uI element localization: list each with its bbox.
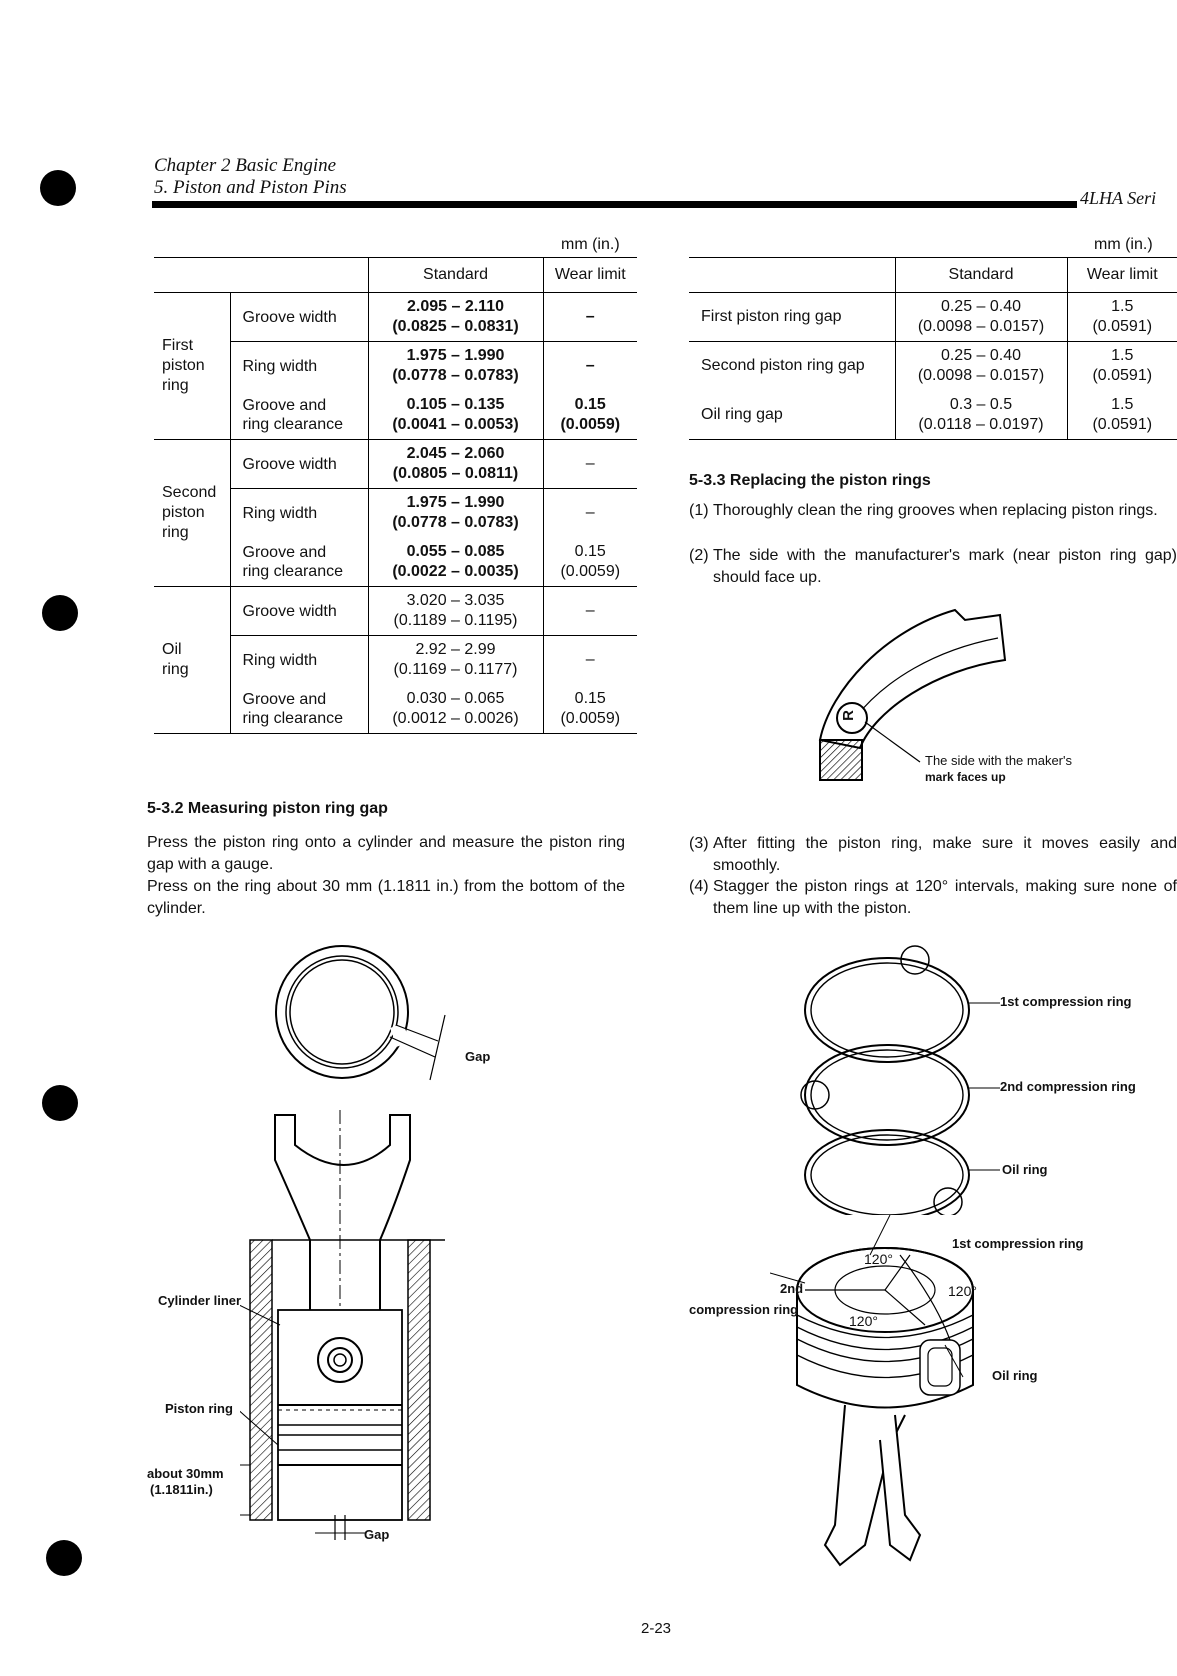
- group-label: Second piston ring: [154, 440, 230, 587]
- col-standard: Standard: [368, 258, 543, 293]
- value-mm: 2.095 – 2.110: [407, 298, 504, 315]
- value-in: (0.0591): [1092, 318, 1153, 335]
- standard-value: [368, 440, 543, 489]
- value-mm: –: [585, 308, 595, 325]
- table-row: [689, 391, 1177, 440]
- section-title: 5. Piston and Piston Pins: [154, 177, 347, 198]
- standard-value: [895, 293, 1067, 342]
- item-text: Thoroughly clean the ring grooves when replacing piston rings.: [713, 502, 1158, 519]
- item-number: (4): [689, 878, 709, 895]
- value-mm: 3.020 – 3.035: [406, 592, 505, 609]
- paragraph: Press the piston ring onto a cylinder and measure the piston ring gap with a gauge.: [147, 834, 625, 873]
- about-30mm-inch-label: (1.1811in.): [150, 1482, 213, 1497]
- value-mm: 0.25 – 0.40: [940, 298, 1022, 315]
- row-label: Groove and ring clearance: [230, 685, 368, 734]
- table-row: [154, 587, 637, 636]
- value-mm: 0.15: [574, 395, 606, 413]
- group-label: First piston ring: [154, 293, 230, 440]
- mark-letter: R: [839, 710, 857, 721]
- standard-value: [895, 391, 1067, 440]
- binder-hole: [46, 1540, 82, 1576]
- chapter-title: Chapter 2 Basic Engine: [154, 155, 337, 176]
- standard-value: [368, 538, 543, 587]
- item-number: (2): [689, 547, 709, 564]
- wear-limit-value: [543, 489, 637, 538]
- value-in: (0.1169 – 0.1177): [393, 661, 518, 679]
- row-label: Ring width: [230, 489, 368, 538]
- wear-limit-value: [543, 391, 637, 440]
- value-mm: 1.5: [1111, 395, 1134, 413]
- row-label: Ring width: [230, 636, 368, 685]
- paragraph: Press on the ring about 30 mm (1.1811 in.) from the bottom of the cylinder.: [147, 878, 625, 917]
- value-mm: 0.3 – 0.5: [949, 395, 1013, 413]
- value-mm: –: [585, 357, 595, 375]
- series-title: 4LHA Seri: [1080, 188, 1157, 208]
- row-label: First piston ring gap: [689, 293, 895, 342]
- standard-value: [895, 342, 1067, 391]
- value-mm: 0.15: [574, 542, 606, 560]
- table-row: [154, 293, 637, 342]
- row-label: Groove width: [230, 587, 368, 636]
- value-in: (0.0778 – 0.0783): [392, 514, 519, 532]
- value-mm: 1.5: [1111, 347, 1134, 365]
- stagger-second-ring-label: 2nd: [780, 1281, 804, 1296]
- left-table-unit: mm (in.): [561, 236, 620, 253]
- value-in: (0.0012 – 0.0026): [392, 709, 519, 727]
- group-label: Oil ring: [154, 587, 230, 734]
- value-in: (0.0098 – 0.0157): [917, 318, 1045, 335]
- stagger-first-ring-label: 1st compression ring: [952, 1236, 1084, 1251]
- wear-limit-value: [1067, 293, 1177, 342]
- value-mm: –: [585, 455, 595, 472]
- wear-limit-value: [543, 685, 637, 734]
- wear-limit-value: [543, 538, 637, 587]
- item-text: Stagger the piston rings at 120° intervals, making sure none of them line up with the piston.: [713, 878, 1177, 917]
- value-in: (0.1189 – 0.1195): [393, 612, 518, 629]
- gap-label: Gap: [465, 1049, 491, 1064]
- piston-rings-figure: [800, 945, 1000, 1215]
- wear-limit-value: [543, 636, 637, 685]
- binder-hole: [42, 595, 78, 631]
- page-number: 2-23: [641, 1620, 672, 1637]
- row-label: Ring width: [230, 342, 368, 391]
- wear-limit-value: [1067, 391, 1177, 440]
- section-533-title: 5-3.3 Replacing the piston rings: [689, 472, 931, 489]
- item-text: The side with the manufacturer's mark (near piston ring gap) should face up.: [713, 547, 1177, 586]
- oil-ring-label: Oil ring: [1002, 1162, 1048, 1177]
- value-in: (0.0022 – 0.0035): [392, 562, 519, 580]
- second-ring-label: 2nd compression ring: [1000, 1079, 1136, 1094]
- left-spec-table: [154, 257, 637, 734]
- list-item: [689, 500, 1177, 522]
- table-row: [154, 440, 637, 489]
- standard-value: [368, 293, 543, 342]
- stagger-angle-label: 120°: [864, 1251, 893, 1267]
- standard-value: [368, 636, 543, 685]
- wear-limit-value: [543, 587, 637, 636]
- item-number: (3): [689, 835, 709, 852]
- stagger-angle-label: 120°: [948, 1283, 977, 1299]
- value-mm: –: [585, 651, 595, 669]
- row-label: Second piston ring gap: [689, 342, 895, 391]
- value-in: (0.0591): [1092, 367, 1153, 385]
- standard-value: [368, 391, 543, 440]
- section-532-text: [147, 832, 625, 920]
- standard-value: [368, 489, 543, 538]
- bottom-gap-label: Gap: [364, 1527, 390, 1542]
- wear-limit-value: [543, 293, 637, 342]
- list-item: [689, 876, 1177, 920]
- value-in: (0.0118 – 0.0197): [918, 415, 1044, 433]
- right-spec-table: [689, 257, 1177, 440]
- mark-caption: mark faces up: [925, 770, 1006, 784]
- col-wear-limit: Wear limit: [1067, 258, 1177, 293]
- col-standard: Standard: [895, 258, 1067, 293]
- standard-value: [368, 587, 543, 636]
- binder-hole: [40, 170, 76, 206]
- row-label: Groove and ring clearance: [230, 391, 368, 440]
- value-mm: –: [585, 504, 595, 522]
- value-mm: 0.105 – 0.135: [406, 395, 505, 413]
- header-rule: [152, 201, 1077, 208]
- about-30mm-label: about 30mm: [147, 1466, 224, 1481]
- value-in: (0.0778 – 0.0783): [392, 367, 519, 385]
- value-mm: 2.045 – 2.060: [406, 445, 505, 462]
- wear-limit-value: [1067, 342, 1177, 391]
- value-in: (0.0059): [560, 562, 621, 580]
- value-mm: –: [585, 602, 595, 619]
- stagger-angle-label: 120°: [849, 1313, 878, 1329]
- item-number: (1): [689, 502, 709, 519]
- value-mm: 2.92 – 2.99: [415, 641, 496, 659]
- value-mm: 1.5: [1111, 298, 1134, 315]
- stagger-second-ring-label: compression ring: [689, 1302, 799, 1317]
- right-table-unit: mm (in.): [1094, 236, 1153, 253]
- list-item: [689, 833, 1177, 877]
- value-in: (0.0591): [1092, 415, 1153, 433]
- value-mm: 0.055 – 0.085: [406, 542, 505, 560]
- value-in: (0.0059): [560, 415, 621, 433]
- row-label: Groove and ring clearance: [230, 538, 368, 587]
- row-label: Groove width: [230, 293, 368, 342]
- stagger-oil-ring-label: Oil ring: [992, 1368, 1038, 1383]
- table-row: [689, 293, 1177, 342]
- row-label: Groove width: [230, 440, 368, 489]
- item-text: After fitting the piston ring, make sure it moves easily and smoothly.: [713, 835, 1177, 874]
- value-mm: 0.15: [574, 689, 606, 707]
- cylinder-figure: [240, 1110, 455, 1550]
- row-label: Oil ring gap: [689, 391, 895, 440]
- value-in: (0.0059): [560, 709, 621, 727]
- mark-caption: The side with the maker's: [925, 753, 1072, 768]
- col-wear-limit: Wear limit: [543, 258, 637, 293]
- piston-ring-label: Piston ring: [165, 1401, 233, 1416]
- value-in: (0.0041 – 0.0053): [392, 415, 519, 433]
- ring-gap-figure: [230, 945, 480, 1085]
- standard-value: [368, 342, 543, 391]
- piston-stagger-figure: [770, 1215, 1000, 1585]
- value-mm: 0.25 – 0.40: [940, 347, 1022, 365]
- standard-value: [368, 685, 543, 734]
- binder-hole: [42, 1085, 78, 1121]
- list-item: [689, 545, 1177, 589]
- value-mm: 0.030 – 0.065: [406, 689, 505, 707]
- value-in: (0.0098 – 0.0157): [917, 367, 1045, 385]
- value-in: (0.0805 – 0.0811): [392, 465, 519, 482]
- value-mm: 1.975 – 1.990: [406, 494, 505, 512]
- first-ring-label: 1st compression ring: [1000, 994, 1132, 1009]
- wear-limit-value: [543, 440, 637, 489]
- section-532-title: 5-3.2 Measuring piston ring gap: [147, 800, 388, 817]
- value-in: (0.0825 – 0.0831): [392, 318, 519, 335]
- wear-limit-value: [543, 342, 637, 391]
- cylinder-liner-label: Cylinder liner: [158, 1293, 242, 1308]
- table-row: [689, 342, 1177, 391]
- value-mm: 1.975 – 1.990: [406, 347, 505, 365]
